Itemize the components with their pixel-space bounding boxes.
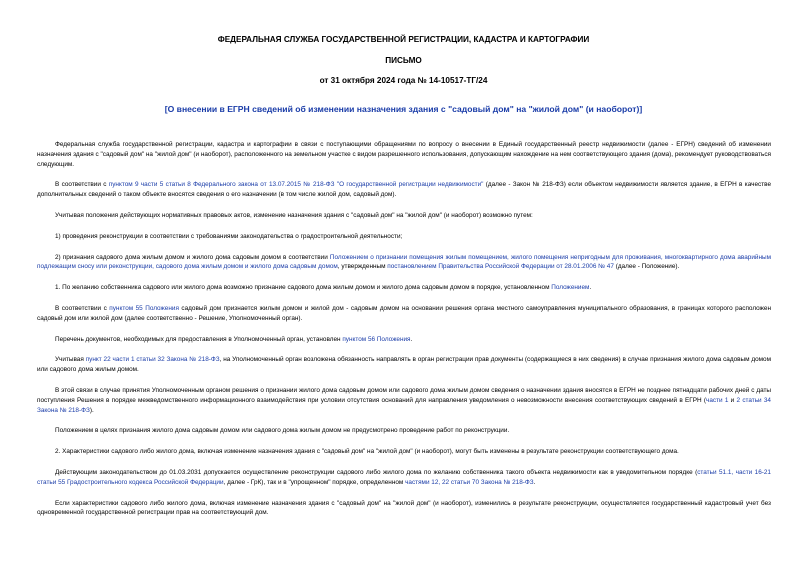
document-subject: [О внесении в ЕГРН сведений об изменении назначения здания с "садовый дом" на "жилой дом" (и наоборот)] bbox=[164, 104, 643, 114]
text: , утвержденным bbox=[337, 263, 388, 271]
article-34-link[interactable]: 2 статьи 34 Закона № 218-ФЗ bbox=[37, 396, 771, 414]
paragraph-section-2: 2. Характеристики садового либо жилого дома, включая изменение назначения здания с "садовый дом" на "жилой дом" (и наоборот), могут быть изменены в результате реконструкции соответствующего дома. bbox=[55, 448, 679, 456]
text: . bbox=[589, 284, 592, 292]
grk-link[interactable]: статьи 51.1, части 16-21 статьи 55 Градостроительного кодекса Российской Федерации bbox=[37, 468, 771, 486]
point-55-link[interactable]: пунктом 55 Положения bbox=[109, 304, 179, 312]
text: В соответствии с bbox=[55, 181, 109, 189]
paragraph-no-reconstruction: Положением в целях признания жилого дома садовым домом или садового дома жилым домом не предусмотрено проведение работ по реконструкции. bbox=[55, 427, 510, 435]
document-date-number: от 31 октября 2024 года № 14-10517-ТГ/24 bbox=[319, 76, 488, 85]
text: Учитывая bbox=[55, 356, 86, 364]
law-218-link[interactable]: пунктом 9 части 5 статьи 8 Федерального закона от 13.07.2015 № 218-ФЗ "О государственной регистрации недвижимости" bbox=[108, 181, 484, 189]
text: Действующим законодательством до 01.03.2031 допускается осуществление реконструкции садового либо жилого дома по желанию собственника такого объекта недвижимости как в уведомительном порядке ( bbox=[55, 468, 698, 476]
paragraph-deadline bbox=[37, 386, 771, 415]
paragraph-legislation bbox=[37, 468, 771, 488]
text: и bbox=[728, 396, 737, 404]
point-22-link[interactable]: пункт 22 части 1 статьи 32 Закона № 218-ФЗ bbox=[85, 356, 220, 364]
paragraph-law-basis bbox=[37, 180, 771, 200]
text: В соответствии с bbox=[55, 304, 110, 312]
document-body bbox=[37, 140, 771, 529]
part-1-link[interactable]: части 1 bbox=[706, 396, 729, 404]
document-type: ПИСЬМО bbox=[385, 56, 422, 65]
text: Перечень документов, необходимых для предоставления в Уполномоченный орган, установлен bbox=[55, 335, 343, 343]
text: , на Уполномоченный орган возложена обязанность направлять в орган регистрации прав документы (содержащиеся в них сведения) в случае признания жилого дома садовым домом или садового дома жилым домом. bbox=[37, 356, 771, 374]
text: ). bbox=[89, 406, 94, 414]
paragraph-point-55 bbox=[37, 304, 771, 324]
text: . bbox=[410, 335, 413, 343]
paragraph-obligation bbox=[37, 355, 771, 375]
paragraph-way-1: 1) проведения реконструкции в соответствии с требованиями законодательства о градостроительной деятельности; bbox=[55, 232, 403, 240]
paragraph-documents-list bbox=[37, 335, 771, 345]
paragraph-way-2 bbox=[37, 253, 771, 273]
text: (далее - Закон № 218-ФЗ) если объектом недвижимости является здание, в ЕГРН в качестве дополнительных сведений о таком объекте вносятся сведения о его назначении (в том числе жилой дом, садовый дом). bbox=[37, 181, 772, 199]
text: 1. По желанию собственника садового или жилого дома возможно признание садового дома жилым домом и жилого дома садовым домом в порядке, установленном bbox=[55, 284, 552, 292]
text: В этой связи в случае принятия Уполномоченным органом решения о признании жилого дома садовым домом или садового дома жилым домом сведения о назначении здания вносятся в ЕГРН не позднее пятнадцати рабочих дней с даты поступления Решения в порядке межведомственного информационного взаимодействия при условии отсутствия оснований для направления уведомления о невозможности внесения соответствующих сведений в ЕГРН ( bbox=[37, 386, 771, 404]
text: садовый дом признается жилым домом и жилой дом - садовым домом на основании решения органа местного самоуправления муниципального образования, в границах которого расположен садовый дом или жилой дом (далее соответственно - Решение, Уполномоченный орган). bbox=[37, 304, 771, 322]
regulation-link[interactable]: Положением о признании помещения жилым помещением, жилого помещения непригодным для проживания, многоквартирного дома аварийным подлежащим сносу или реконструкции, садового дома жилым домом и жилого дома садовым домом bbox=[37, 253, 771, 271]
text: , далее - ГрК), так и в "упрощенном" порядке, определенном bbox=[223, 478, 406, 486]
text: 2) признания садового дома жилым домом и жилого дома садовым домом в соответствии bbox=[55, 253, 330, 261]
government-decree-link[interactable]: постановлением Правительства Российской Федерации от 28.01.2006 № 47 bbox=[387, 263, 614, 271]
paragraph-cadastral: Если характеристики садового либо жилого дома, включая изменение назначения здания с "садовый дом" на "жилой дом" (и наоборот), изменились в результате реконструкции, осуществляется государственный кадастровый учет без одновременной государственной регистрации прав на соответствующий дом. bbox=[37, 499, 771, 517]
text: (далее - Положение). bbox=[613, 263, 680, 271]
point-56-link[interactable]: пунктом 56 Положения bbox=[342, 335, 411, 343]
article-70-link[interactable]: частями 12, 22 статьи 70 Закона № 218-ФЗ bbox=[405, 478, 534, 486]
paragraph-section-1 bbox=[37, 283, 771, 293]
paragraph-intro: Федеральная служба государственной регистрации, кадастра и картографии в связи с поступающими обращениями по вопросу о внесении в Единый государственный реестр недвижимости (далее - ЕГРН) сведений об изменении назначения здания с "садовый дом" на "жилой дом" (и наоборот), расположенного на земельном участке с видом разрешенного использования, допускающим нахождение на нем соответствующего здания (дома), рекомендует руководствоваться следующим. bbox=[37, 141, 771, 168]
paragraph-ways: Учитывая положения действующих нормативных правовых актов, изменение назначения здания с "садовый дом" на "жилой дом" (и наоборот) возможно путем: bbox=[55, 211, 533, 219]
regulation-short-link[interactable]: Положением bbox=[551, 284, 590, 292]
agency-title: ФЕДЕРАЛЬНАЯ СЛУЖБА ГОСУДАРСТВЕННОЙ РЕГИСТРАЦИИ, КАДАСТРА И КАРТОГРАФИИ bbox=[217, 35, 590, 44]
text: . bbox=[533, 478, 536, 486]
